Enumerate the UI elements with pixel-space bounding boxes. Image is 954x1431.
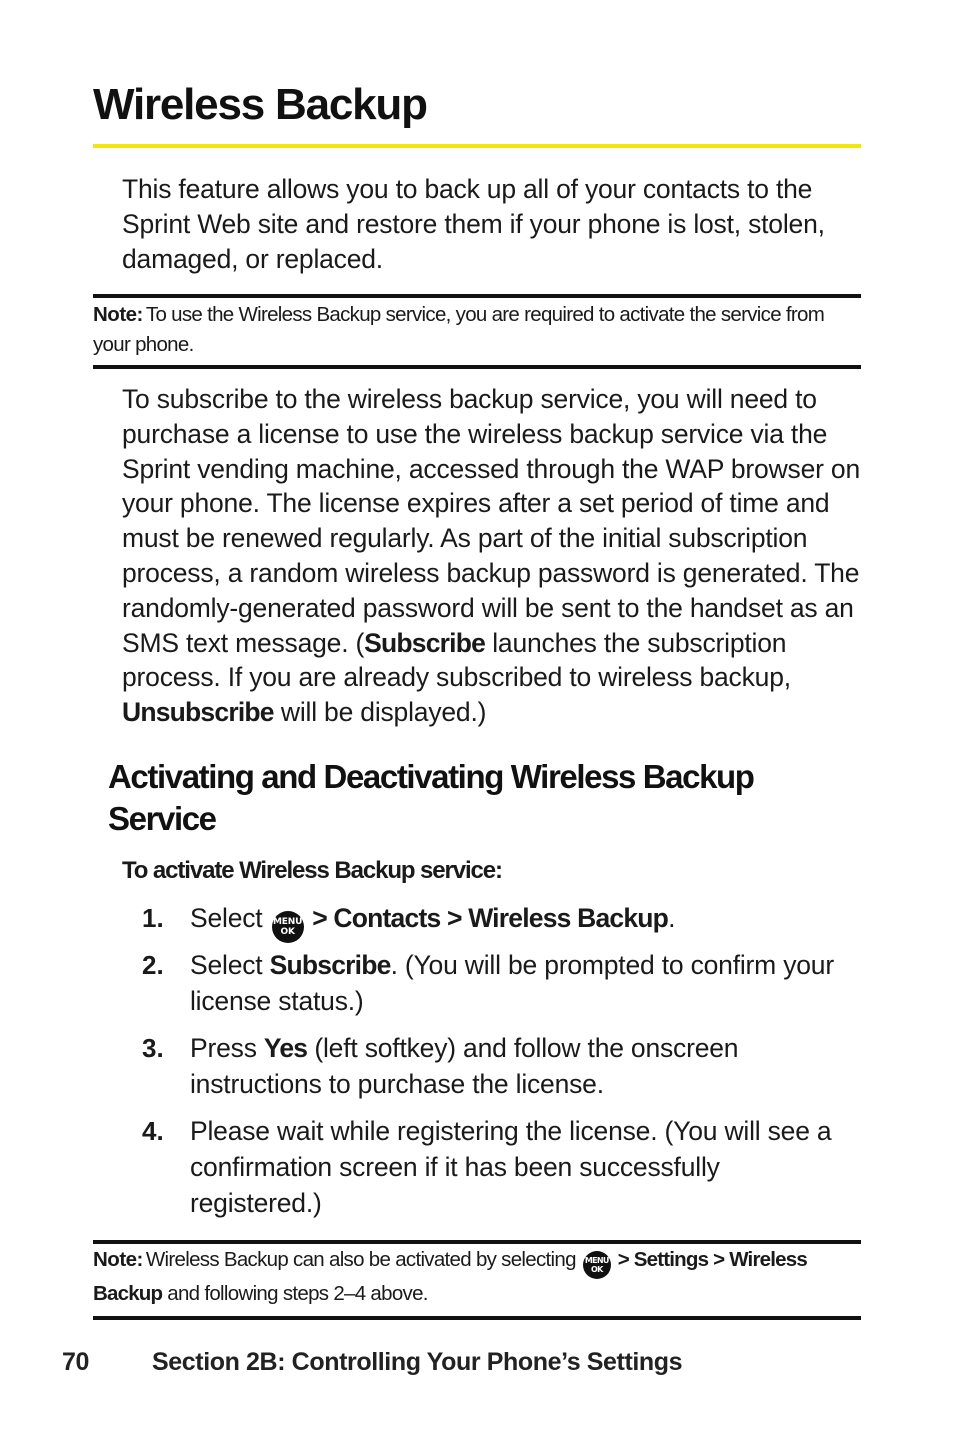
note-label: Note: <box>93 1248 143 1271</box>
step-post: . (You will be prompted to confirm your license status.) <box>190 950 834 1016</box>
step-pre: Select <box>190 950 270 980</box>
step-pre: Press <box>190 1033 264 1063</box>
menu-path: > Settings > Wireless Backup <box>93 1248 807 1305</box>
step-text <box>190 947 850 1019</box>
step-post: (left softkey) and follow the onscreen instructions to purchase the license. <box>190 1033 739 1099</box>
menu-ok-key-icon: MENU OK <box>272 911 304 943</box>
menu-ok-key-icon: MENU OK <box>583 1251 611 1279</box>
step-post: . <box>668 903 676 933</box>
section-title: Section 2B: Controlling Your Phone’s Settings <box>152 1348 683 1376</box>
step-number: 4. <box>142 1116 164 1146</box>
step-pre: Select <box>190 903 270 933</box>
step-number: 1. <box>142 903 164 933</box>
step-text <box>190 1030 850 1102</box>
yes-keyword: Yes <box>263 1033 308 1063</box>
paragraph-text: launches the subscription process. If you are already subscribed to wireless backup, <box>122 627 791 693</box>
step-number: 3. <box>142 1033 164 1063</box>
intro-paragraph: This feature allows you to back up all of your contacts to the Sprint Web site and restore them if your phone is lost, stolen, damaged, or replaced. <box>122 174 825 274</box>
subscribe-keyword: Subscribe <box>364 627 486 658</box>
note-text: and following steps 2–4 above. <box>162 1282 428 1305</box>
paragraph-text: To subscribe to the wireless backup service, you will need to purchase a license to use the wireless backup service via the Sprint vending machine, accessed through the WAP browser on your phone. The license expires after a set period of time and must be renewed regularly. As part of the initial subscription process, a random wireless backup password is generated. The randomly-generated password will be sent to the handset as an SMS text message. ( <box>122 384 860 658</box>
note-box <box>93 1240 861 1320</box>
title-underline <box>93 144 861 148</box>
step-text: Please wait while registering the license. (You will see a confirmation screen if it has been successfully registered.) <box>190 1116 832 1218</box>
step-text <box>190 900 850 943</box>
menu-path: > Contacts > Wireless Backup <box>305 903 669 933</box>
note-label: Note: <box>93 303 143 326</box>
procedure-heading: To activate Wireless Backup service: <box>122 857 502 884</box>
page-number: 70 <box>62 1348 90 1376</box>
paragraph-text: will be displayed.) <box>273 697 487 728</box>
note-text: Wireless Backup can also be activated by selecting <box>145 1248 581 1271</box>
unsubscribe-keyword: Unsubscribe <box>122 697 274 728</box>
step-number: 2. <box>142 950 164 980</box>
section-subheading: Activating and Deactivating Wireless Backup Service <box>108 758 754 837</box>
note-box <box>93 294 861 369</box>
subscription-paragraph <box>122 382 862 730</box>
note-text: To use the Wireless Backup service, you are required to activate the service from your phone. <box>93 303 825 356</box>
page-title: Wireless Backup <box>93 80 427 129</box>
subscribe-keyword: Subscribe <box>269 950 391 980</box>
